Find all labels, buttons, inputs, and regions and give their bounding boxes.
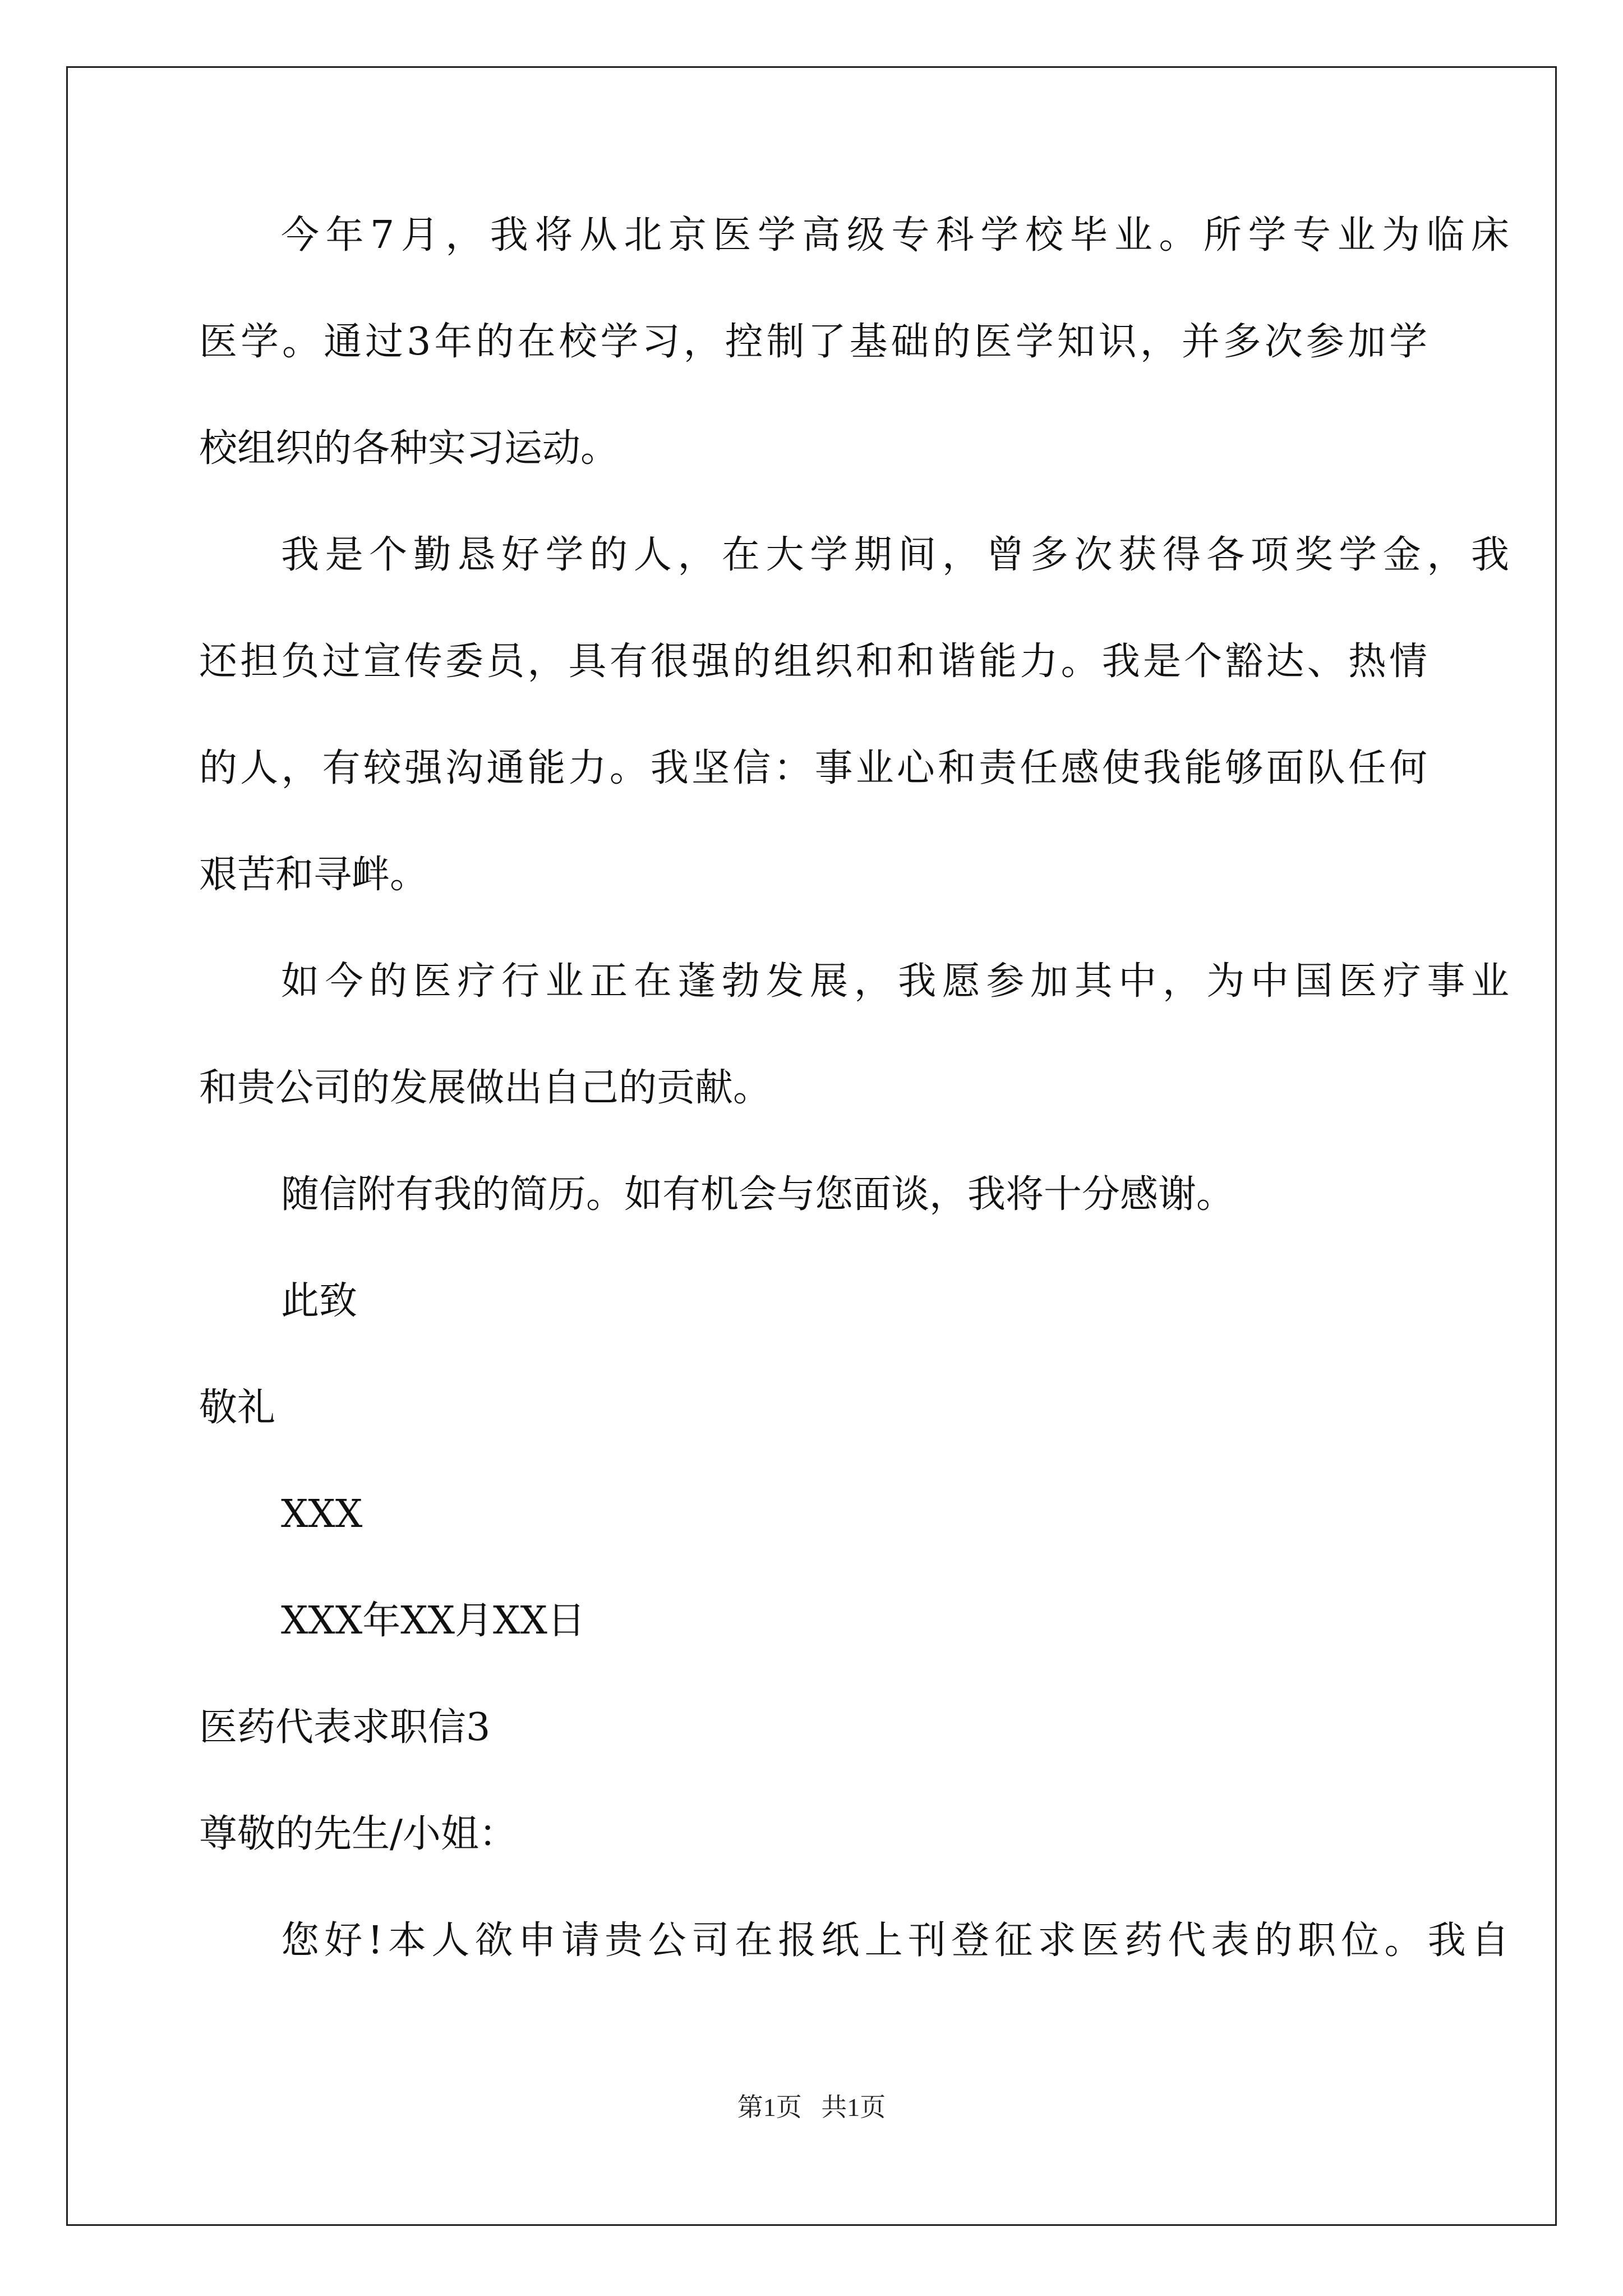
paragraph-line: 今年7月，我将从北京医学高级专科学校毕业。所学专业为临床 [281,213,1509,257]
closing-salutation: 此致 [281,1279,358,1323]
paragraph-line: 和贵公司的发展做出自己的贡献。 [199,1066,772,1110]
page-footer: 第1页 共1页 [737,2093,886,2122]
paragraph-line: 如今的医疗行业正在蓬勃发展，我愿参加其中，为中国医疗事业 [281,959,1509,1004]
paragraph-line: 的人，有较强沟通能力。我坚信：事业心和责任感使我能够面队任何 [199,746,1427,790]
document-body [199,213,1509,2025]
greeting: 尊敬的先生/小姐： [199,1812,517,1856]
closing-regards: 敬礼 [199,1386,276,1430]
signature-date: XXX年XX月XX日 [281,1599,585,1643]
paragraph-line: 我是个勤恳好学的人，在大学期间，曾多次获得各项奖学金，我 [281,533,1509,577]
paragraph-line: 您好!本人欲申请贵公司在报纸上刊登征求医药代表的职位。我自 [281,1918,1509,1963]
paragraph-line: 随信附有我的简历。如有机会与您面谈，我将十分感谢。 [281,1172,1235,1217]
paragraph-line: 校组织的各种实习运动。 [199,426,619,471]
signature-name: XXX [281,1492,363,1536]
paragraph-line: 艰苦和寻衅。 [199,853,428,897]
paragraph-line: 医学。通过3年的在校学习，控制了基础的医学知识，并多次参加学 [199,320,1427,364]
paragraph-line: 还担负过宣传委员，具有很强的组织和和谐能力。我是个豁达、热情 [199,639,1427,684]
section-title: 医药代表求职信3 [199,1705,491,1750]
